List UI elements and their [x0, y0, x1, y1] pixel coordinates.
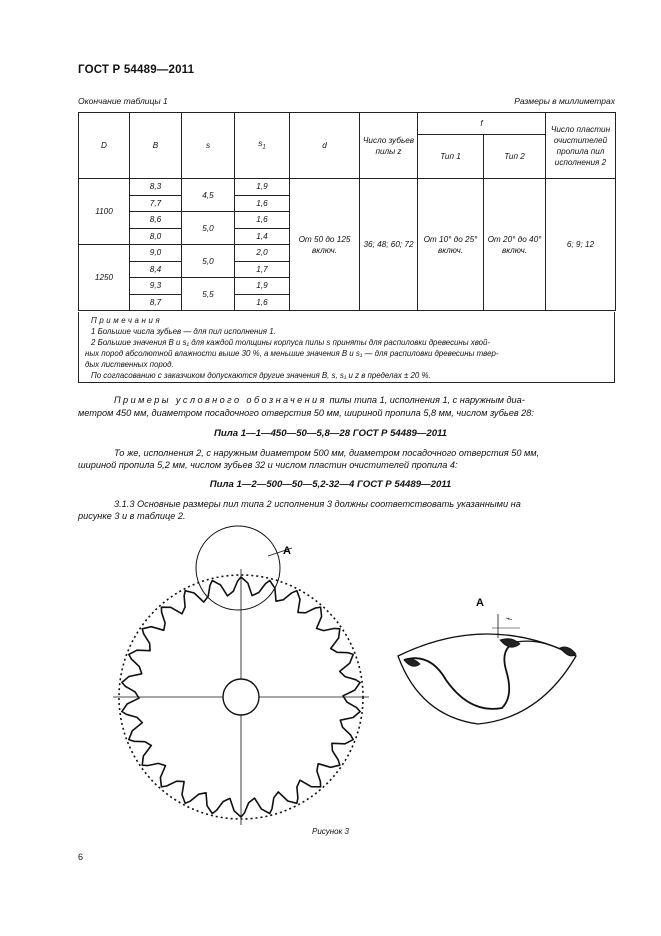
- page-number: 6: [78, 852, 84, 862]
- designation-code-1: Пила 1—1—450—50—5,8—28 ГОСТ Р 54489—2011: [214, 428, 447, 439]
- table-notes: [78, 312, 615, 383]
- detail-tooth-tip-3: [404, 659, 420, 667]
- example-lead-rest: пилы типа 1, исполнения 1, с наружным диа-: [326, 395, 525, 405]
- header-tip2: Тип 2: [484, 135, 546, 179]
- note-2b: ных пород абсолютной влажности выше 30 %, а меньшие значения B и s₁ — для распиловки древесины твер-: [85, 349, 499, 358]
- header-s: s: [182, 113, 235, 179]
- example2-line-2: шириной пропила 5,2 мм, числом зубьев 32 и числом пластин очистителей пропила 4:: [78, 460, 458, 470]
- dimensions-table: [78, 112, 616, 311]
- detail-tooth-tip-2: [560, 647, 576, 656]
- detail-tooth-back: [516, 641, 566, 652]
- header-teeth: Число зубьев пилы z: [360, 113, 418, 179]
- cell-s1: 2,0: [235, 245, 290, 262]
- cell-s1: 1,9: [235, 179, 290, 196]
- header-d: d: [290, 113, 360, 179]
- header-D: D: [79, 113, 130, 179]
- cell-s1: 1,6: [235, 294, 290, 311]
- detail-segment-outline: [398, 634, 576, 724]
- cell-teeth: 36; 48; 60; 72: [360, 179, 418, 311]
- header-f: f: [418, 113, 546, 135]
- document-header: ГОСТ Р 54489—2011: [78, 64, 195, 76]
- label-a-detail: A: [476, 597, 484, 609]
- cell-s1: 1,9: [235, 278, 290, 295]
- note-1: 1 Большие числа зубьев — для пил исполнения 1.: [91, 327, 276, 336]
- figure-caption: Рисунок 3: [312, 827, 349, 836]
- saw-blade-drawing: [113, 526, 369, 825]
- clause-313-line-1: 3.1.3 Основные размеры пил типа 2 исполнения 3 должны соответствовать указанными на: [114, 499, 521, 509]
- cell-B: 8,4: [130, 261, 182, 278]
- cell-tip2: От 20° до 40° включ.: [484, 179, 546, 311]
- cell-plates: 6; 9; 12: [546, 179, 616, 311]
- example-line-2: метром 450 мм, диаметром посадочного отверстия 50 мм, шириной пропила 5,8 мм, числом зубьев 28:: [78, 408, 534, 418]
- detail-gullet-profile: [404, 642, 516, 709]
- header-plates: Число пластин очистителей пропила пил исполнения 2: [546, 113, 616, 179]
- example2-line-1: То же, исполнения 2, с наружным диаметром 500 мм, диаметром посадочного отверстия 50 мм,: [114, 448, 540, 458]
- cell-s1: 1,7: [235, 261, 290, 278]
- cell-s: 5,0: [182, 212, 235, 245]
- example-lead: Примеры условного обозначения: [114, 395, 327, 405]
- figure-saw-blade: [0, 520, 661, 830]
- cell-s: 4,5: [182, 179, 235, 212]
- designation-code-2: Пила 1—2—500—50—5,2-32—4 ГОСТ Р 54489—2011: [209, 479, 452, 490]
- header-s1-base: s: [258, 138, 263, 148]
- header-B: B: [130, 113, 182, 179]
- cell-d: От 50 до 125 включ.: [290, 179, 360, 311]
- units-note: Размеры в миллиметрах: [514, 96, 615, 106]
- header-s1-sub: 1: [262, 144, 266, 151]
- cell-B: 8,0: [130, 228, 182, 245]
- bore-hole: [223, 679, 259, 715]
- tooth-detail-drawing: [398, 614, 576, 724]
- note-3: По согласованию с заказчиком допускаются другие значения B, s, s₁ и z в пределах ± 20 %.: [91, 371, 431, 380]
- cell-tip1: От 10° до 25° включ.: [418, 179, 484, 311]
- cell-s1: 1,6: [235, 195, 290, 212]
- cell-D-1100: 1100: [79, 179, 130, 245]
- cell-B: 8,3: [130, 179, 182, 196]
- cell-s: 5,0: [182, 245, 235, 278]
- cell-s1: 1,4: [235, 228, 290, 245]
- note-2a: 2 Большие значения B и s₁ для каждой толщины корпуса пилы s приняты для распиловки древесины хвой-: [91, 338, 491, 347]
- header-tip1: Тип 1: [418, 135, 484, 179]
- detail-callout-circle: [196, 526, 280, 610]
- cell-B: 7,7: [130, 195, 182, 212]
- cell-B: 8,7: [130, 294, 182, 311]
- cell-B: 8,6: [130, 212, 182, 229]
- label-a-main: A: [283, 545, 291, 557]
- clause-313-line-2: рисунке 3 и в таблице 2.: [78, 511, 186, 521]
- table-caption: Окончание таблицы 1: [78, 96, 168, 106]
- header-s1: [235, 113, 290, 179]
- notes-title: Примечания: [91, 316, 163, 325]
- cell-D-1250: 1250: [79, 245, 130, 311]
- cell-s: 5,5: [182, 278, 235, 311]
- example-paragraph: [78, 394, 618, 406]
- cell-s1: 1,6: [235, 212, 290, 229]
- cell-B: 9,0: [130, 245, 182, 262]
- cell-B: 9,3: [130, 278, 182, 295]
- detail-tooth-tip: [500, 639, 520, 648]
- dim-label-f: f: [507, 618, 514, 620]
- note-2c: дых лиственных пород.: [85, 360, 174, 369]
